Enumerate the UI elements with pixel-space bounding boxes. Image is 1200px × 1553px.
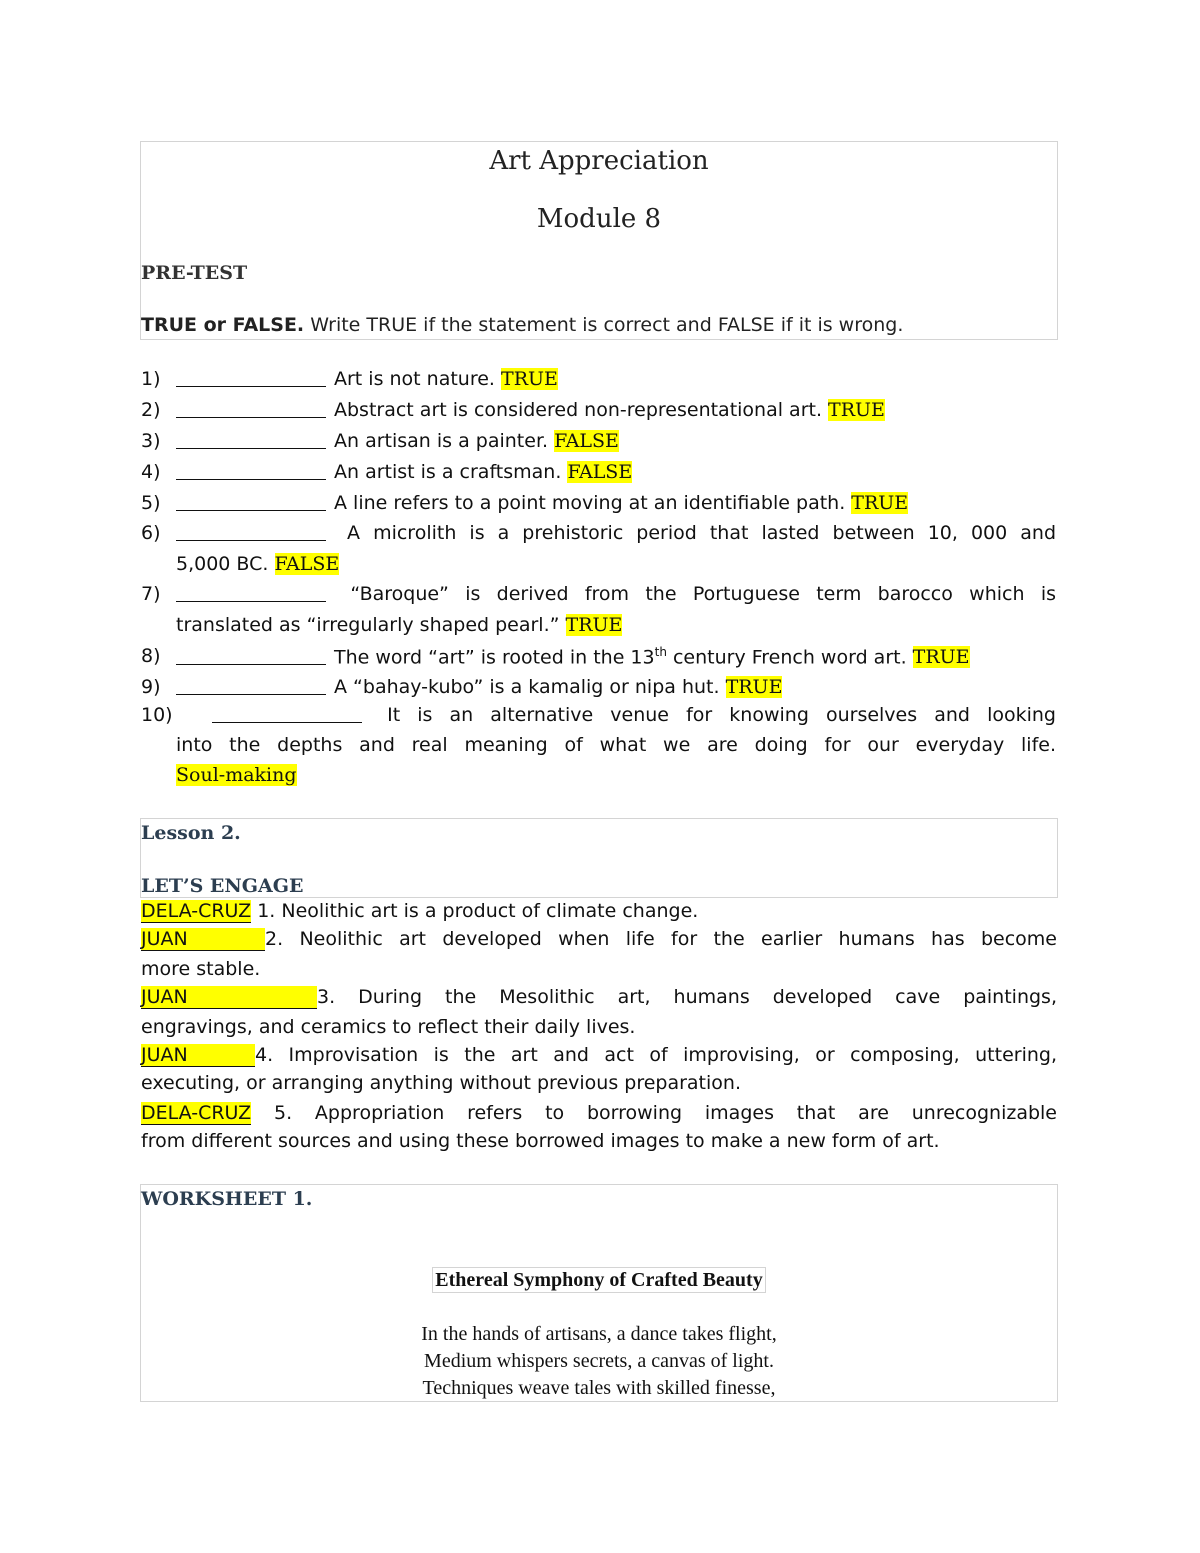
answer-highlight: TRUE: [851, 492, 909, 514]
poem-line: Techniques weave tales with skilled finesse,: [422, 1377, 776, 1399]
list-item: [176, 368, 558, 390]
item-text: A line refers to a point moving at an identifiable path.: [334, 492, 846, 514]
item-text: A microlith is a prehistoric period that lasted between 10, 000 and: [347, 522, 1057, 544]
answer-blank[interactable]: [176, 399, 326, 418]
list-item: [176, 461, 632, 483]
instruction-bold: TRUE or FALSE.: [141, 314, 305, 336]
student-name: JUAN: [141, 1044, 255, 1067]
item-text: It is an alternative venue for knowing ourselves and looking: [387, 704, 1056, 726]
item-number: 4): [141, 461, 161, 483]
document-title: Art Appreciation: [489, 146, 709, 176]
answer-highlight: FALSE: [567, 461, 633, 483]
item-number: 1): [141, 368, 161, 390]
item-text: An artist is a craftsman.: [334, 461, 562, 483]
poem-title: [141, 1269, 1057, 1292]
answer-blank[interactable]: [176, 522, 326, 541]
answer-blank[interactable]: [176, 368, 326, 387]
item-text-continued: 5,000 BC.: [176, 553, 269, 575]
answer-blank[interactable]: [176, 430, 326, 449]
item-text: Abstract art is considered non-representational art.: [334, 399, 822, 421]
section-heading: PRE-TEST: [141, 262, 248, 284]
list-item: [176, 492, 908, 514]
item-continuation: [176, 734, 1056, 756]
list-item: [141, 1102, 1057, 1125]
lesson-subtitle: LET’S ENGAGE: [141, 875, 304, 897]
list-item: [176, 399, 885, 421]
item-continuation: from different sources and using these borrowed images to make a new form of art.: [141, 1130, 940, 1152]
item-number: 6): [141, 522, 161, 544]
answer-blank[interactable]: [176, 676, 326, 695]
item-text: Art is not nature.: [334, 368, 495, 390]
item-number: 5): [141, 492, 161, 514]
list-item: [212, 704, 1056, 726]
lesson-title: Lesson 2.: [141, 822, 241, 844]
list-item: [176, 430, 619, 452]
student-name: DELA-CRUZ: [141, 1102, 252, 1124]
item-continuation: engravings, and ceramics to reflect their daily lives.: [141, 1016, 636, 1038]
answer-highlight: TRUE: [828, 399, 885, 421]
item-number: 7): [141, 583, 161, 605]
item-text: 5. Appropriation refers to borrowing images that are unrecognizable: [273, 1102, 1057, 1124]
list-item: [176, 676, 782, 698]
answer-blank[interactable]: [176, 461, 326, 480]
answer-blank[interactable]: [176, 583, 326, 602]
item-text: An artisan is a painter.: [334, 430, 549, 452]
superscript: th: [654, 645, 667, 659]
item-text: 1. Neolithic art is a product of climate change.: [257, 900, 699, 922]
item-text: A “bahay-kubo” is a kamalig or nipa hut.: [334, 676, 720, 698]
item-text: The word “art” is rooted in the 13: [334, 646, 655, 669]
item-continuation: [176, 553, 339, 575]
item-continuation: executing, or arranging anything without previous preparation.: [141, 1072, 741, 1094]
item-number: 9): [141, 676, 161, 698]
student-name: JUAN: [141, 928, 265, 951]
lesson-box: [140, 818, 1058, 898]
answer-highlight: TRUE: [725, 676, 783, 698]
answer-highlight: Soul-making: [176, 764, 297, 786]
worksheet-box: [140, 1184, 1058, 1402]
student-name: JUAN: [141, 986, 317, 1009]
item-continuation: more stable.: [141, 958, 261, 980]
poem-line: Medium whispers secrets, a canvas of light.: [424, 1350, 774, 1372]
poem-title-text: Ethereal Symphony of Crafted Beauty: [432, 1267, 765, 1293]
list-item: [176, 583, 1056, 605]
item-text-continued: translated as “irregularly shaped pearl.”: [176, 614, 560, 636]
item-number: 10): [141, 704, 173, 726]
answer-blank[interactable]: [212, 704, 362, 723]
header-box: [140, 141, 1058, 340]
poem-line: In the hands of artisans, a dance takes flight,: [421, 1323, 777, 1345]
answer-highlight: TRUE: [912, 646, 970, 669]
answer-highlight: TRUE: [501, 368, 558, 390]
instruction-text: Write TRUE if the statement is correct and FALSE if it is wrong.: [310, 314, 904, 336]
answer-highlight: FALSE: [274, 553, 340, 575]
list-item: [141, 986, 1057, 1009]
item-continuation: [176, 614, 622, 636]
answer-highlight: TRUE: [565, 614, 623, 636]
item-number: 3): [141, 430, 161, 452]
list-item: [141, 900, 1057, 923]
worksheet-title: WORKSHEET 1.: [141, 1188, 313, 1210]
item-text-continued: into the depths and real meaning of what we are doing for our everyday life.: [176, 734, 1056, 756]
item-answer-line: [176, 764, 297, 786]
answer-highlight: FALSE: [554, 430, 619, 452]
answer-blank[interactable]: [176, 492, 326, 511]
item-text: 2. Neolithic art developed when life for the earlier humans has become: [265, 928, 1057, 950]
list-item: [176, 645, 970, 668]
list-item: [176, 522, 1056, 544]
item-text-after: century French word art.: [672, 646, 907, 669]
instructions: [141, 314, 903, 336]
item-text: “Baroque” is derived from the Portuguese term barocco which is: [350, 583, 1056, 605]
student-name: DELA-CRUZ: [141, 900, 252, 922]
item-number: 2): [141, 399, 161, 421]
answer-blank[interactable]: [176, 646, 326, 665]
item-text: 4. Improvisation is the art and act of improvising, or composing, uttering,: [255, 1044, 1057, 1066]
item-text: 3. During the Mesolithic art, humans developed cave paintings,: [317, 986, 1057, 1008]
module-title: Module 8: [536, 204, 662, 234]
list-item: [141, 928, 1057, 951]
list-item: [141, 1044, 1057, 1067]
item-number: 8): [141, 645, 161, 667]
